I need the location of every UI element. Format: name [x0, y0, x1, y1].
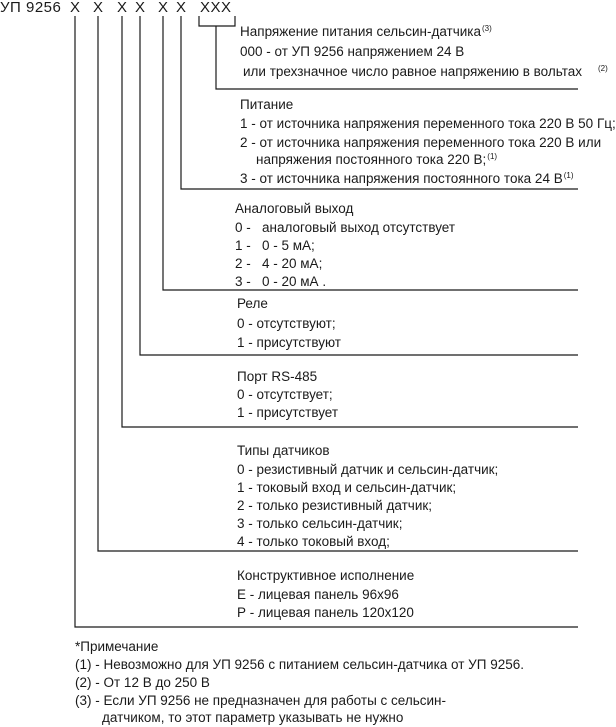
- note-1: (1) - Невозможно для УП 9256 с питанием сельсин-датчика от УП 9256.: [75, 657, 524, 672]
- code-prefix: УП 9256: [0, 0, 62, 16]
- rs485-line-1: 0 - отсутствует;: [237, 387, 333, 402]
- code-xxx: XXX: [200, 0, 232, 16]
- power-line-3: напряжения постоянного тока 220 В;$^{(1)}$: [256, 151, 498, 167]
- power-title: Питание: [240, 97, 294, 112]
- analog-title: Аналоговый выход: [235, 201, 354, 216]
- design-title: Конструктивное исполнение: [237, 568, 415, 583]
- sensors-line-5: 4 - только токовый вход;: [237, 534, 390, 549]
- sensors-line-1: 0 - резистивный датчик и сельсин-датчик;: [237, 462, 499, 477]
- xxx-bracket: [199, 16, 235, 26]
- voltage-line-2: или трехзначное число равное напряжению в вольтах $^{(2)}$: [243, 63, 608, 79]
- note-3b: датчиком, то этот параметр указывать не нужно: [102, 710, 404, 725]
- relay-title: Реле: [237, 296, 268, 311]
- sensors-title: Типы датчиков: [237, 443, 330, 458]
- sensors-line-2: 1 - токовый вход и сельсин-датчик;: [237, 480, 457, 495]
- code-x-1: X: [70, 0, 81, 16]
- sensors-line-4: 3 - только сельсин-датчик;: [237, 516, 403, 531]
- voltage-title: Напряжение питания сельсин-датчика$^{(3)}$: [240, 23, 492, 39]
- power-line-4: 3 - от источника напряжения постоянного тока 24 $В^{(1)}$: [240, 170, 574, 186]
- power-line-2: 2 - от источника напряжения переменного тока 220 В или: [240, 135, 602, 150]
- power-line-1: 1 - от источника напряжения переменного тока 220 В 50 Гц;: [240, 116, 616, 131]
- code-x-2: X: [93, 0, 104, 16]
- analog-line-1: 0 - аналоговый выход отсутствует: [235, 220, 456, 235]
- code-x-5: X: [158, 0, 169, 16]
- code-x-3: X: [117, 0, 128, 16]
- voltage-line-1: 000 - от УП 9256 напряжением 24 В: [240, 44, 465, 59]
- rs485-title: Порт RS-485: [237, 369, 318, 384]
- code-x-4: X: [135, 0, 146, 16]
- relay-line-1: 0 - отсутствуют;: [237, 316, 336, 331]
- analog-line-4: 3 - 0 - 20 мА .: [235, 274, 327, 289]
- power-line-4-footnote: (1): [563, 170, 574, 180]
- design-line-1: Е - лицевая панель 96х96: [237, 587, 399, 602]
- analog-line-2: 1 - 0 - 5 мА;: [235, 238, 315, 253]
- notes-title: *Примечание: [75, 639, 159, 654]
- sensors-line-3: 2 - только резистивный датчик;: [237, 498, 433, 513]
- relay-line-2: 1 - присутствуют: [237, 335, 341, 350]
- design-line-2: Р - лицевая панель 120х120: [237, 605, 414, 620]
- analog-line-3: 2 - 4 - 20 мА;: [235, 256, 323, 271]
- rs485-line-2: 1 - присутствует: [237, 405, 339, 420]
- power-line-3-footnote: (1): [487, 151, 498, 161]
- note-2: (2) - От 12 В до 250 В: [75, 675, 210, 690]
- voltage-line-2-footnote: (2): [598, 63, 608, 73]
- code-x-6: X: [176, 0, 187, 16]
- note-3a: (3) - Если УП 9256 не предназначен для работы с сельсин-: [75, 693, 446, 708]
- voltage-title-footnote: (3): [482, 23, 492, 33]
